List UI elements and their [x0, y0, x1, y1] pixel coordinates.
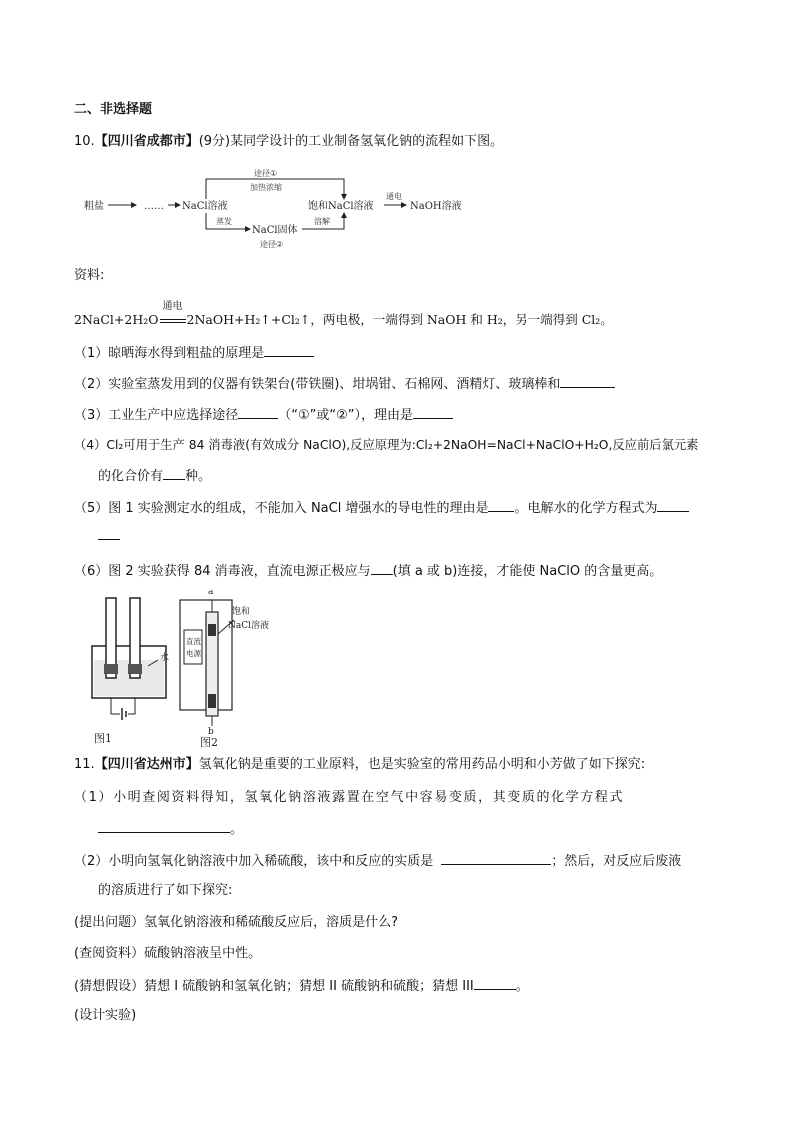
q11-source: 【四川省达州市】: [94, 757, 199, 772]
q11-sub2-text-b: ；然后，对反应后废液: [551, 854, 682, 869]
q10-sub5-blank-2-cont[interactable]: [98, 526, 120, 540]
flow-dissolve: 溶解: [314, 217, 330, 226]
q10-sub1-blank[interactable]: [264, 343, 314, 357]
reaction-left: 2NaCl+2H₂O: [74, 312, 159, 327]
flow-saturated: 饱和NaCl溶液: [308, 201, 374, 212]
q10-sub5-blank-1[interactable]: [488, 498, 514, 512]
q10-sub2: [74, 374, 615, 394]
q11-sub1-end: 。: [230, 822, 244, 837]
fig2-label: 图2: [200, 736, 218, 749]
flow-route1-op: 加热浓缩: [250, 183, 282, 192]
fig1-wire-right: [128, 698, 135, 714]
flow-evaporate: 蒸发: [216, 217, 232, 226]
q10-reaction: [74, 301, 613, 329]
flow-nacl-solid: NaCl固体: [252, 225, 298, 236]
q11-hypothesis: [74, 976, 529, 996]
fig1-electrode-left: [104, 664, 118, 674]
q11-sub1-line2: [98, 819, 243, 839]
q11-stem: 氢氧化钠是重要的工业原料，也是实验室的常用药品小明和小芳做了如下探究:: [198, 757, 646, 772]
section-title: 二、非选择题: [74, 102, 153, 117]
q10-sub1: [74, 343, 314, 363]
q11-design: (设计实验): [74, 1008, 137, 1023]
flow-route2: 途径②: [260, 240, 284, 249]
flow-naoh: NaOH溶液: [410, 201, 462, 212]
q10-stem: (9分)某同学设计的工业制备氢氧化钠的流程如下图。: [198, 134, 504, 149]
q10-sub6-blank[interactable]: [371, 561, 393, 575]
flow-start: 粗盐: [84, 201, 104, 212]
fig1-water-label: 水: [160, 653, 170, 663]
q10-sub6-text-b: (填 a 或 b)连接，才能使 NaClO 的含量更高。: [392, 564, 663, 579]
q10-sub2-text: （2）实验室蒸发用到的仪器有铁架台(带铁圈)、坩埚钳、石棉网、酒精灯、玻璃棒和: [74, 377, 561, 392]
q11-sub2-text-a: （2）小明向氢氧化钠溶液中加入稀硫酸，该中和反应的实质是: [74, 854, 434, 869]
fig2-power-box: [184, 630, 202, 664]
fig2-power-2: 电源: [186, 649, 201, 658]
q10-sub3-text-b: （“①”或“②”），理由是: [278, 408, 414, 423]
q10-figures: [84, 590, 294, 750]
flow-dots: ……: [144, 201, 164, 212]
fig2-electrode-top: [208, 624, 216, 636]
q10-stem-line: [74, 133, 503, 151]
flow-route1: 途径①: [254, 169, 278, 178]
q10-sub2-blank[interactable]: [560, 374, 615, 388]
fig2-electrode-bottom: [208, 694, 216, 708]
q10-flow-diagram: [84, 165, 484, 255]
q10-sub4-blank[interactable]: [163, 466, 185, 480]
reaction-condition-wrap: [159, 301, 187, 329]
q11-reference: (查阅资料）硫酸钠溶液呈中性。: [74, 946, 262, 961]
q11-sub2-line1: [74, 851, 681, 871]
q10-sub6-text-a: （6）图 2 实验获得 84 消毒液，直流电源正极应与: [74, 564, 371, 579]
reaction-condition: 通电: [162, 301, 183, 312]
q11-sub2-blank[interactable]: [441, 851, 551, 865]
q10-sub3-blank-1[interactable]: [238, 405, 278, 419]
q10-sub5-text-a: （5）图 1 实验测定水的组成，不能加入 NaCl 增强水的导电性的理由是: [74, 501, 489, 516]
q10-sub4-line1: （4）Cl₂可用于生产 84 消毒液(有效成分 NaClO),反应原理为:Cl₂+2NaOH=NaCl+NaClO+H₂O,反应前后氯元素: [74, 438, 699, 452]
fig1-label: 图1: [94, 732, 112, 745]
q10-sub6: [74, 561, 662, 581]
q11-hypothesis-blank[interactable]: [474, 976, 516, 990]
q11-stem-line: [74, 756, 645, 774]
fig2-solution-2: NaCl溶液: [228, 621, 270, 631]
fig1-wire-left: [111, 698, 120, 714]
q10-sub5-line1: [74, 498, 689, 518]
q10-sub1-text: （1）晾晒海水得到粗盐的原理是: [74, 346, 265, 361]
q10-sub3: [74, 405, 453, 425]
q10-sub5-line2: [98, 526, 120, 546]
fig2-b: b: [208, 727, 214, 737]
fig2-a: a: [208, 590, 214, 597]
q10-sub4-text-b: 的化合价有: [98, 469, 164, 484]
q10-sub3-text-a: （3）工业生产中应选择途径: [74, 408, 239, 423]
fig1-electrode-right: [128, 664, 142, 674]
q10-sub5-text-b: 。电解水的化学方程式为: [514, 501, 658, 516]
q11-sub2-line2: 的溶质进行了如下探究:: [98, 883, 233, 898]
q10-sub4-line2: [98, 466, 211, 486]
flow-electrify: 通电: [386, 192, 402, 201]
q10-material-label: 资料:: [74, 268, 105, 283]
figure-1: [92, 598, 169, 745]
q11-sub1-line1: （1）小明查阅资料得知，氢氧化钠溶液露置在空气中容易变质，其变质的化学方程式: [74, 790, 625, 805]
flow-nacl-solution: NaCl溶液: [182, 201, 228, 212]
fig2-solution-1: 饱和: [232, 607, 251, 617]
q10-sub3-blank-2[interactable]: [413, 405, 453, 419]
figure-2: [180, 590, 269, 749]
q11-sub1-blank[interactable]: [98, 819, 230, 833]
q10-sub4-text-c: 种。: [185, 469, 212, 484]
reaction-equal-sign: [160, 319, 186, 323]
q11-question: (提出问题）氢氧化钠溶液和稀硫酸反应后，溶质是什么?: [74, 915, 398, 930]
q10-sub5-blank-2[interactable]: [657, 498, 689, 512]
q11-number: 11.: [74, 757, 95, 772]
q10-source: 【四川省成都市】: [94, 134, 199, 149]
reaction-right: 2NaOH+H₂↑+Cl₂↑，两电极，一端得到 NaOH 和 H₂，另一端得到 Cl₂。: [186, 312, 613, 327]
q10-number: 10.: [74, 134, 95, 149]
q11-hypothesis-text: (猜想假设）猜想 I 硫酸钠和氢氧化钠；猜想 II 硫酸钠和硫酸；猜想 III: [74, 979, 474, 994]
q11-hypothesis-end: 。: [515, 979, 529, 994]
fig2-power-1: 直流: [186, 637, 201, 646]
